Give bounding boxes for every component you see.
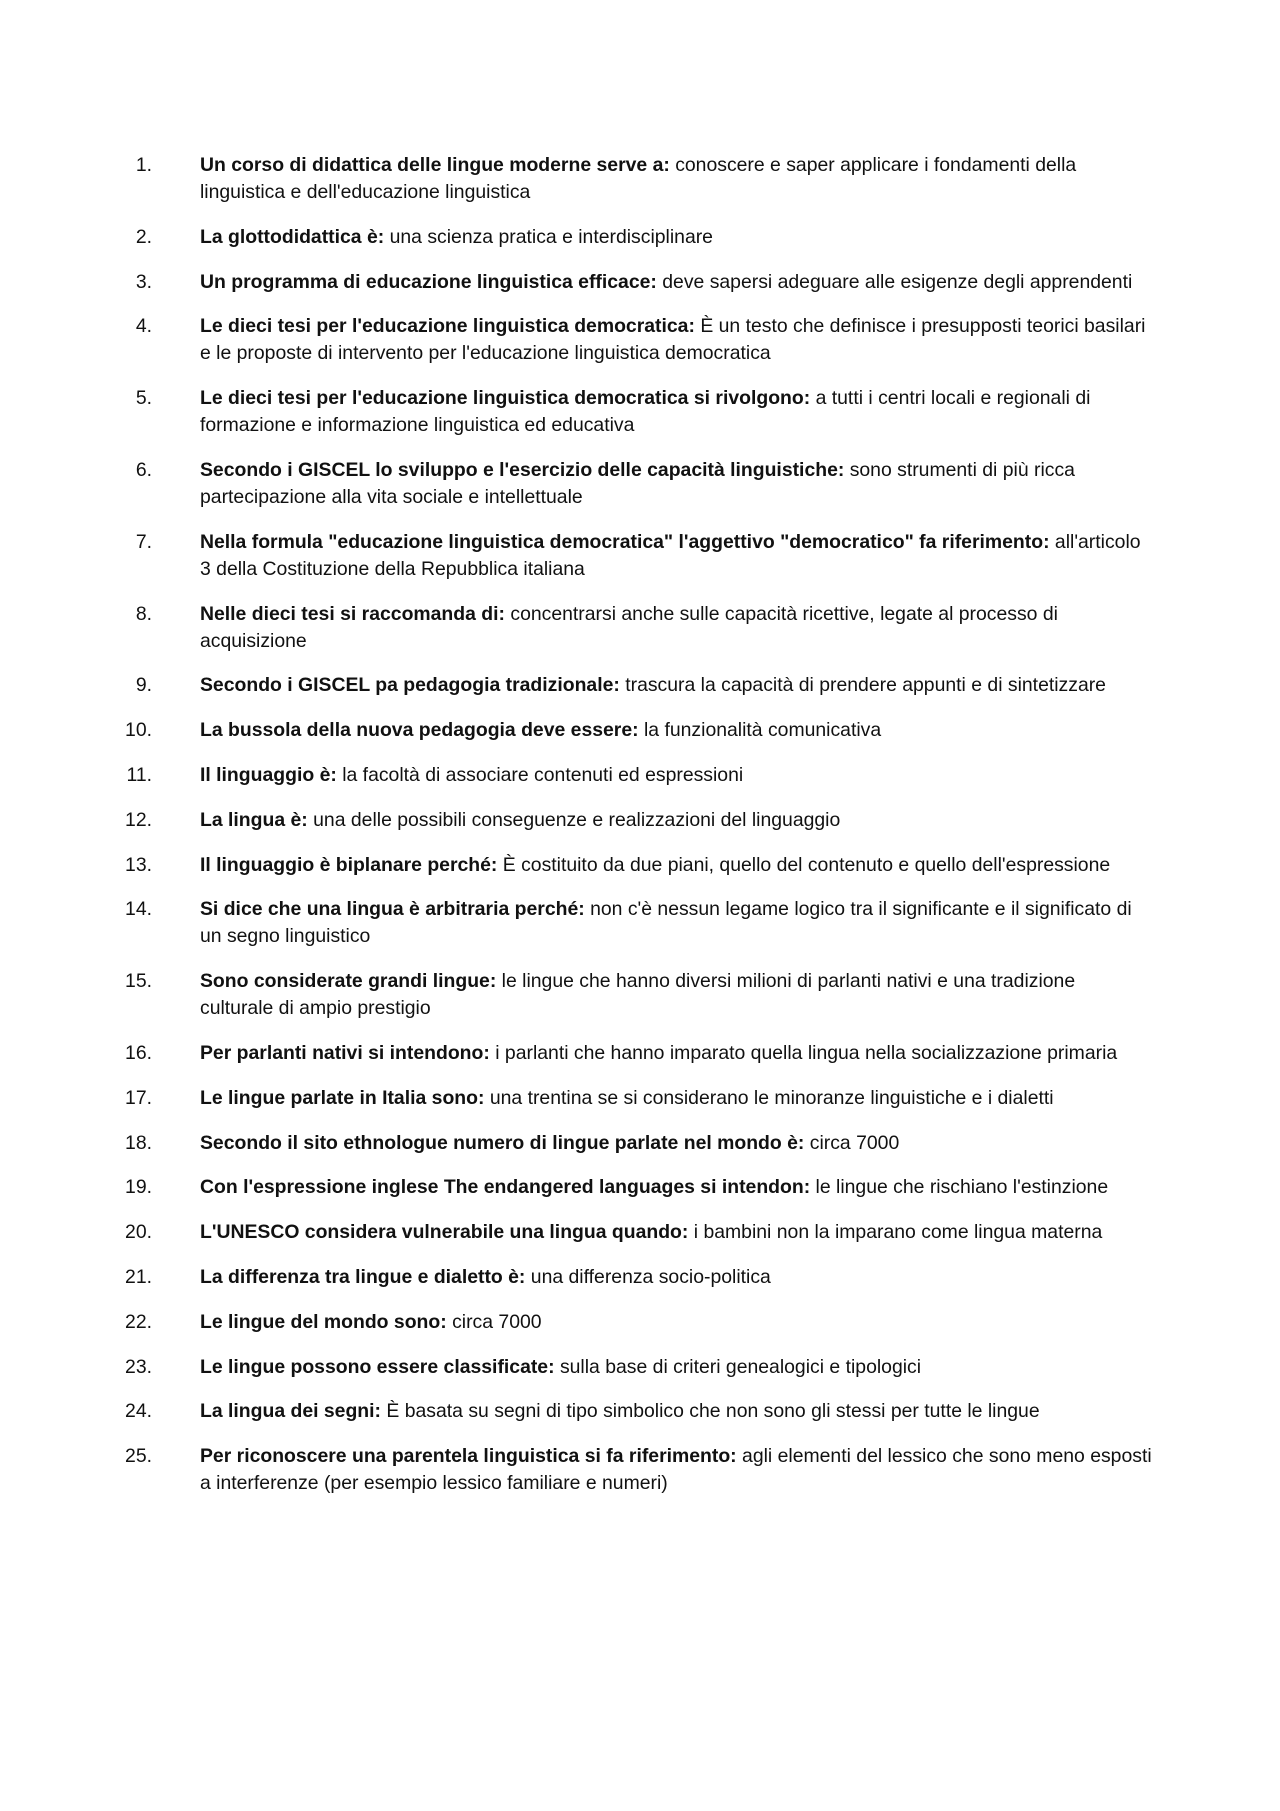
item-answer: una scienza pratica e interdisciplinare xyxy=(389,225,713,248)
list-item xyxy=(135,529,1152,583)
list-item xyxy=(125,1219,1152,1246)
item-answer: una differenza socio-politica xyxy=(530,1265,771,1288)
item-answer: la facoltà di associare contenuti ed espressioni xyxy=(342,763,744,786)
list-item xyxy=(135,269,1152,296)
item-question: Nella formula "educazione linguistica democratica" l'aggettivo "democratico" fa riferimento: xyxy=(200,530,1050,553)
item-number: 8. xyxy=(135,602,152,625)
item-answer: una delle possibili conseguenze e realizzazioni del linguaggio xyxy=(313,808,841,831)
item-number: 9. xyxy=(135,674,152,697)
item-number: 7. xyxy=(135,530,152,553)
item-question: Un corso di didattica delle lingue moderne serve a: xyxy=(200,154,670,176)
list-item xyxy=(125,1354,1152,1381)
question-answer-list xyxy=(125,152,1152,1497)
list-item xyxy=(125,968,1152,1022)
list-item xyxy=(125,1130,1152,1157)
list-item xyxy=(125,1174,1152,1201)
list-item xyxy=(125,1040,1152,1067)
item-question: Le dieci tesi per l'educazione linguistica democratica si rivolgono: xyxy=(200,387,811,410)
item-question: Le dieci tesi per l'educazione linguistica democratica: xyxy=(200,315,695,338)
list-item xyxy=(125,852,1152,879)
list-item xyxy=(135,313,1152,367)
item-question: Le lingue parlate in Italia sono: xyxy=(200,1086,485,1109)
item-answer: sulla base di criteri genealogici e tipologici xyxy=(559,1355,922,1378)
item-answer: deve sapersi adeguare alle esigenze degli apprendenti xyxy=(662,270,1133,293)
item-number: 24. xyxy=(125,1400,152,1423)
item-number: 10. xyxy=(125,719,152,742)
item-question: Secondo i GISCEL lo sviluppo e l'esercizio delle capacità linguistiche: xyxy=(200,458,845,481)
list-item xyxy=(125,1085,1152,1112)
item-answer: È basata su segni di tipo simbolico che non sono gli stessi per tutte le lingue xyxy=(386,1400,1040,1423)
item-question: Sono considerate grandi lingue: xyxy=(200,970,497,993)
list-item xyxy=(125,1264,1152,1291)
list-item xyxy=(135,152,1152,206)
item-question: Secondo il sito ethnologue numero di lingue parlate nel mondo è: xyxy=(200,1131,805,1154)
item-answer: circa 7000 xyxy=(809,1131,900,1154)
item-question: Secondo i GISCEL pa pedagogia tradizionale: xyxy=(200,674,620,697)
list-item xyxy=(135,385,1152,439)
item-question: Si dice che una lingua è arbitraria perché: xyxy=(200,898,585,921)
item-answer: circa 7000 xyxy=(452,1310,542,1333)
item-question: Per parlanti nativi si intendono: xyxy=(200,1041,490,1064)
item-number: 5. xyxy=(135,387,152,410)
item-answer: agli elementi del lessico che sono meno esposti a interferenze (per esempio lessico familiare e numeri) xyxy=(200,1445,1152,1495)
item-answer: conoscere e saper applicare i fondamenti della linguistica e dell'educazione linguistica xyxy=(200,154,1077,203)
item-question: Per riconoscere una parentela linguistica si fa riferimento: xyxy=(200,1445,737,1468)
item-answer: È un testo che definisce i presupposti teorici basilari e le proposte di intervento per l'educazione linguistica democratica xyxy=(200,315,1146,365)
item-number: 25. xyxy=(125,1445,152,1468)
item-number: 1. xyxy=(135,154,152,176)
item-number: 6. xyxy=(135,458,152,481)
item-question: Un programma di educazione linguistica efficace: xyxy=(200,270,657,293)
item-number: 16. xyxy=(125,1041,152,1064)
item-question: Il linguaggio è: xyxy=(200,763,337,786)
item-question: L'UNESCO considera vulnerabile una lingua quando: xyxy=(200,1221,689,1244)
item-number: 2. xyxy=(135,225,152,248)
item-answer: non c'è nessun legame logico tra il significante e il significato di un segno linguistico xyxy=(200,898,1132,948)
list-item xyxy=(135,672,1152,699)
item-number: 13. xyxy=(125,853,152,876)
item-number: 23. xyxy=(125,1355,152,1378)
item-answer: la funzionalità comunicativa xyxy=(644,719,882,742)
item-question: Le lingue possono essere classificate: xyxy=(200,1355,555,1378)
item-number: 12. xyxy=(125,808,152,831)
item-question: Nelle dieci tesi si raccomanda di: xyxy=(200,602,505,625)
item-answer: le lingue che hanno diversi milioni di parlanti nativi e una tradizione culturale di ampio prestigio xyxy=(200,970,1076,1020)
item-answer: sono strumenti di più ricca partecipazione alla vita sociale e intellettuale xyxy=(200,458,1075,508)
item-question: La differenza tra lingue e dialetto è: xyxy=(200,1265,526,1288)
list-item xyxy=(135,601,1152,655)
item-answer: i parlanti che hanno imparato quella lingua nella socializzazione primaria xyxy=(495,1041,1118,1064)
item-answer: una trentina se si considerano le minoranze linguistiche e i dialetti xyxy=(489,1086,1054,1109)
item-answer: concentrarsi anche sulle capacità ricettive, legate al processo di acquisizione xyxy=(200,602,1058,652)
item-number: 3. xyxy=(135,270,152,293)
item-answer: all'articolo 3 della Costituzione della Repubblica italiana xyxy=(200,530,1141,580)
item-number: 14. xyxy=(125,898,152,921)
item-question: La lingua è: xyxy=(200,808,308,831)
item-number: 21. xyxy=(125,1265,152,1288)
item-question: La glottodidattica è: xyxy=(200,225,385,248)
item-answer: È costituito da due piani, quello del contenuto e quello dell'espressione xyxy=(502,853,1111,876)
item-question: La bussola della nuova pedagogia deve essere: xyxy=(200,719,639,742)
item-answer: le lingue che rischiano l'estinzione xyxy=(815,1176,1109,1199)
item-question: Con l'espressione inglese The endangered languages si intendon: xyxy=(200,1176,811,1199)
list-item xyxy=(135,457,1152,511)
item-number: 15. xyxy=(125,970,152,993)
list-item xyxy=(135,224,1152,251)
item-number: 17. xyxy=(125,1086,152,1109)
item-number: 20. xyxy=(125,1221,152,1244)
item-number: 18. xyxy=(125,1131,152,1154)
list-item xyxy=(126,762,1152,789)
list-item xyxy=(125,1398,1152,1425)
item-question: Il linguaggio è biplanare perché: xyxy=(200,853,498,876)
item-number: 4. xyxy=(135,315,152,338)
list-item xyxy=(125,1309,1152,1336)
item-number: 19. xyxy=(125,1176,152,1199)
list-item xyxy=(125,896,1152,950)
item-question: Le lingue del mondo sono: xyxy=(200,1310,447,1333)
item-question: La lingua dei segni: xyxy=(200,1400,382,1423)
list-item xyxy=(125,807,1152,834)
item-answer: trascura la capacità di prendere appunti e di sintetizzare xyxy=(625,674,1106,697)
item-number: 22. xyxy=(125,1310,152,1333)
list-item xyxy=(125,1443,1152,1497)
item-answer: i bambini non la imparano come lingua materna xyxy=(693,1221,1103,1244)
item-answer: a tutti i centri locali e regionali di formazione e informazione linguistica ed educativa xyxy=(200,387,1091,437)
list-item xyxy=(125,717,1152,744)
item-number: 11. xyxy=(126,763,152,786)
